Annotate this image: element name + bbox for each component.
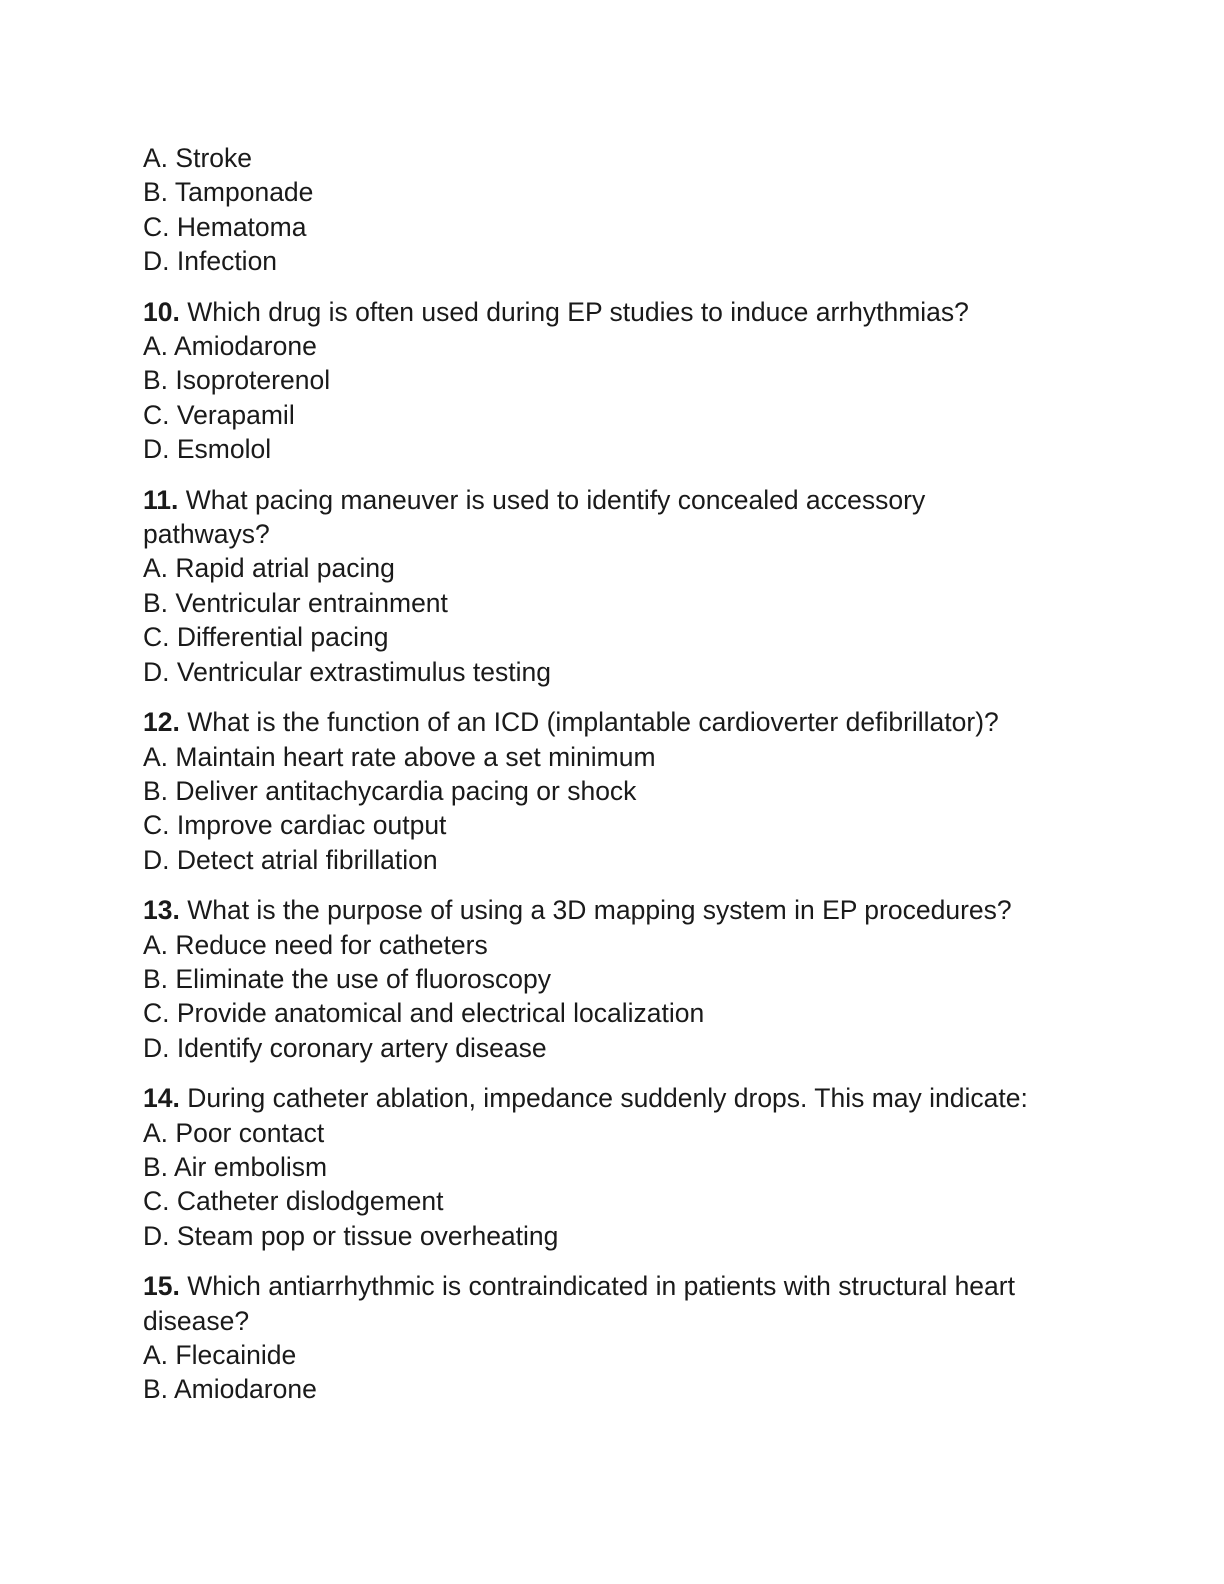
option: A. Flecainide (143, 1340, 297, 1370)
question-15 (143, 1269, 1103, 1407)
question-number: 13. (143, 895, 180, 926)
question-stem (143, 893, 1103, 927)
option: A. Rapid atrial pacing (143, 553, 395, 584)
question-text: Which antiarrhythmic is contraindicated in patients with structural heart (187, 1271, 1015, 1302)
question-number: 14. (143, 1083, 180, 1114)
option: A. Reduce need for catheters (143, 929, 488, 960)
option: D. Steam pop or tissue overheating (143, 1220, 559, 1251)
option: B. Ventricular entrainment (143, 587, 448, 618)
option: C. Hematoma (143, 211, 307, 242)
question-number: 11. (143, 484, 179, 515)
option: B. Deliver antitachycardia pacing or shock (143, 775, 637, 806)
question-12 (143, 705, 1103, 877)
option: C. Catheter dislodgement (143, 1186, 444, 1217)
option: D. Infection (143, 246, 278, 277)
option: D. Ventricular extrastimulus testing (143, 656, 551, 687)
option: B. Eliminate the use of fluoroscopy (143, 963, 552, 994)
question-10 (143, 295, 1103, 467)
option: B. Tamponade (143, 177, 314, 208)
question-stem (143, 1269, 1103, 1303)
option: C. Provide anatomical and electrical localization (143, 998, 705, 1029)
option: A. Poor contact (143, 1117, 325, 1148)
option: A. Stroke (143, 143, 252, 173)
option: D. Detect atrial fibrillation (143, 844, 438, 875)
partial-question (143, 141, 1103, 279)
option: A. Amiodarone (143, 331, 317, 362)
question-14 (143, 1081, 1103, 1253)
question-number: 10. (143, 296, 180, 327)
question-text: What is the function of an ICD (implantable cardioverter defibrillator)? (187, 707, 999, 738)
option: D. Identify coronary artery disease (143, 1032, 547, 1063)
question-text: What pacing maneuver is used to identify concealed accessory (185, 484, 926, 515)
option: D. Esmolol (143, 434, 272, 465)
question-text: What is the purpose of using a 3D mapping system in EP procedures? (187, 895, 1012, 926)
question-text: Which drug is often used during EP studies to induce arrhythmias? (187, 296, 969, 327)
question-11 (143, 483, 1103, 689)
option: B. Amiodarone (143, 1374, 317, 1405)
question-list (143, 141, 1103, 1423)
question-text: During catheter ablation, impedance suddenly drops. This may indicate: (187, 1083, 1028, 1114)
option: C. Verapamil (143, 399, 295, 430)
question-stem (143, 705, 1103, 739)
option: B. Isoproterenol (143, 365, 331, 396)
question-number: 12. (143, 707, 180, 738)
question-number: 15. (143, 1271, 180, 1302)
option: A. Maintain heart rate above a set minimum (143, 741, 656, 772)
option: C. Differential pacing (143, 622, 389, 653)
question-stem (143, 1081, 1103, 1115)
question-text-continued: pathways? (143, 519, 270, 550)
question-13 (143, 893, 1103, 1065)
option: B. Air embolism (143, 1151, 328, 1182)
question-stem (143, 483, 1103, 517)
option: C. Improve cardiac output (143, 810, 447, 841)
question-stem (143, 295, 1103, 329)
question-text-continued: disease? (143, 1305, 250, 1336)
